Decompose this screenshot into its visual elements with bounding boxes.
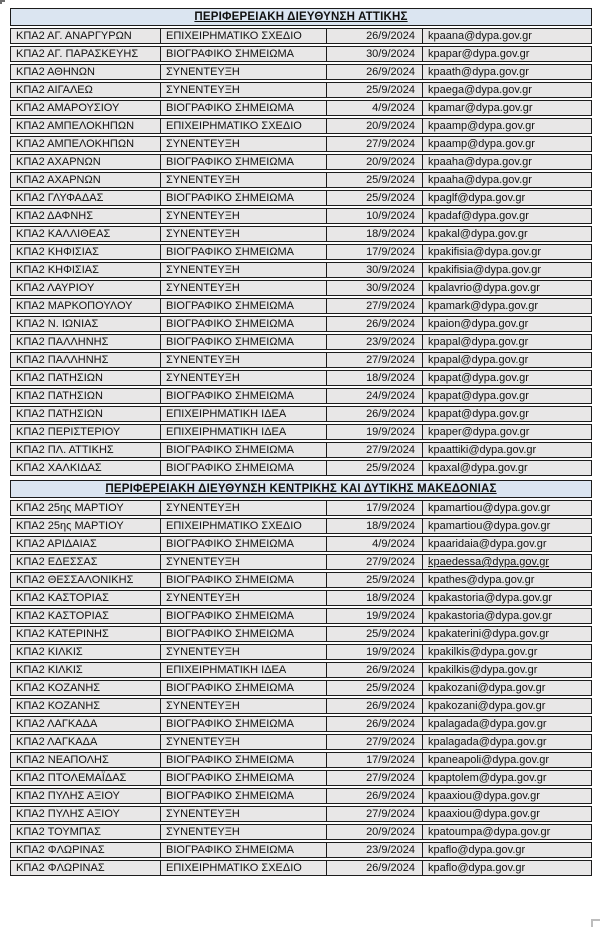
table-row bbox=[10, 280, 592, 296]
email-cell: kpakastoria@dypa.gov.gr bbox=[423, 608, 592, 624]
date-cell: 25/9/2024 bbox=[327, 626, 423, 642]
date-cell: 27/9/2024 bbox=[327, 770, 423, 786]
table-row bbox=[10, 536, 592, 552]
activity-type-cell: ΒΙΟΓΡΑΦΙΚΟ ΣΗΜΕΙΩΜΑ bbox=[161, 842, 327, 858]
office-cell: ΚΠΑ2 ΜΑΡΚΟΠΟΥΛΟΥ bbox=[10, 298, 161, 314]
activity-type-cell: ΒΙΟΓΡΑΦΙΚΟ ΣΗΜΕΙΩΜΑ bbox=[161, 334, 327, 350]
date-cell: 27/9/2024 bbox=[327, 352, 423, 368]
table-row bbox=[10, 370, 592, 386]
date-cell: 26/9/2024 bbox=[327, 406, 423, 422]
office-cell: ΚΠΑ2 ΝΕΑΠΟΛΗΣ bbox=[10, 752, 161, 768]
office-cell: ΚΠΑ2 ΦΛΩΡΙΝΑΣ bbox=[10, 860, 161, 876]
table-row bbox=[10, 136, 592, 152]
email-cell: kpakifisia@dypa.gov.gr bbox=[423, 262, 592, 278]
email-cell: kpaaha@dypa.gov.gr bbox=[423, 154, 592, 170]
activity-type-cell: ΕΠΙΧΕΙΡΗΜΑΤΙΚΟ ΣΧΕΔΙΟ bbox=[161, 118, 327, 134]
table-row bbox=[10, 82, 592, 98]
date-cell: 19/9/2024 bbox=[327, 644, 423, 660]
activity-type-cell: ΣΥΝΕΝΤΕΥΞΗ bbox=[161, 554, 327, 570]
activity-type-cell: ΒΙΟΓΡΑΦΙΚΟ ΣΗΜΕΙΩΜΑ bbox=[161, 536, 327, 552]
date-cell: 25/9/2024 bbox=[327, 82, 423, 98]
date-cell: 23/9/2024 bbox=[327, 842, 423, 858]
activity-type-cell: ΕΠΙΧΕΙΡΗΜΑΤΙΚΟ ΣΧΕΔΙΟ bbox=[161, 518, 327, 534]
schedule-tables bbox=[10, 6, 592, 878]
office-cell: ΚΠΑ2 ΚΗΦΙΣΙΑΣ bbox=[10, 244, 161, 260]
table-row bbox=[10, 716, 592, 732]
date-cell: 26/9/2024 bbox=[327, 316, 423, 332]
email-cell: kpaaha@dypa.gov.gr bbox=[423, 172, 592, 188]
email-cell: kpaneapoli@dypa.gov.gr bbox=[423, 752, 592, 768]
email-cell: kpapal@dypa.gov.gr bbox=[423, 334, 592, 350]
date-cell: 4/9/2024 bbox=[327, 100, 423, 116]
email-cell: kpamartiou@dypa.gov.gr bbox=[423, 518, 592, 534]
activity-type-cell: ΣΥΝΕΝΤΕΥΞΗ bbox=[161, 352, 327, 368]
table-row bbox=[10, 442, 592, 458]
date-cell: 25/9/2024 bbox=[327, 460, 423, 476]
table-row bbox=[10, 572, 592, 588]
email-cell: kpaptolem@dypa.gov.gr bbox=[423, 770, 592, 786]
table-row bbox=[10, 824, 592, 840]
email-cell: kpaglf@dypa.gov.gr bbox=[423, 190, 592, 206]
table-row bbox=[10, 190, 592, 206]
email-cell: kpaper@dypa.gov.gr bbox=[423, 424, 592, 440]
activity-type-cell: ΒΙΟΓΡΑΦΙΚΟ ΣΗΜΕΙΩΜΑ bbox=[161, 100, 327, 116]
table-row bbox=[10, 334, 592, 350]
office-cell: ΚΠΑ2 ΠΑΤΗΣΙΩΝ bbox=[10, 406, 161, 422]
section-header-row bbox=[10, 8, 592, 26]
office-cell: ΚΠΑ2 ΠΑΛΛΗΝΗΣ bbox=[10, 352, 161, 368]
activity-type-cell: ΒΙΟΓΡΑΦΙΚΟ ΣΗΜΕΙΩΜΑ bbox=[161, 46, 327, 62]
date-cell: 17/9/2024 bbox=[327, 500, 423, 516]
activity-type-cell: ΣΥΝΕΝΤΕΥΞΗ bbox=[161, 806, 327, 822]
date-cell: 27/9/2024 bbox=[327, 298, 423, 314]
office-cell: ΚΠΑ2 ΑΧΑΡΝΩΝ bbox=[10, 154, 161, 170]
email-cell: kpaana@dypa.gov.gr bbox=[423, 28, 592, 44]
date-cell: 26/9/2024 bbox=[327, 788, 423, 804]
activity-type-cell: ΒΙΟΓΡΑΦΙΚΟ ΣΗΜΕΙΩΜΑ bbox=[161, 572, 327, 588]
table-row bbox=[10, 406, 592, 422]
activity-type-cell: ΣΥΝΕΝΤΕΥΞΗ bbox=[161, 590, 327, 606]
email-cell: kpakilkis@dypa.gov.gr bbox=[423, 662, 592, 678]
date-cell: 26/9/2024 bbox=[327, 662, 423, 678]
office-cell: ΚΠΑ2 ΑΘΗΝΩΝ bbox=[10, 64, 161, 80]
activity-type-cell: ΒΙΟΓΡΑΦΙΚΟ ΣΗΜΕΙΩΜΑ bbox=[161, 680, 327, 696]
office-cell: ΚΠΑ2 ΠΛ. ΑΤΤΙΚΗΣ bbox=[10, 442, 161, 458]
table-row bbox=[10, 64, 592, 80]
email-cell: kpaaxiou@dypa.gov.gr bbox=[423, 788, 592, 804]
office-cell: ΚΠΑ2 ΚΟΖΑΝΗΣ bbox=[10, 680, 161, 696]
table-row bbox=[10, 644, 592, 660]
table-row bbox=[10, 590, 592, 606]
date-cell: 20/9/2024 bbox=[327, 154, 423, 170]
date-cell: 17/9/2024 bbox=[327, 244, 423, 260]
email-cell: kpamark@dypa.gov.gr bbox=[423, 298, 592, 314]
date-cell: 25/9/2024 bbox=[327, 190, 423, 206]
office-cell: ΚΠΑ2 ΑΓ. ΑΝΑΡΓΥΡΩΝ bbox=[10, 28, 161, 44]
email-cell: kpakozani@dypa.gov.gr bbox=[423, 680, 592, 696]
table-row bbox=[10, 100, 592, 116]
table-row bbox=[10, 554, 592, 570]
office-cell: ΚΠΑ2 ΓΛΥΦΑΔΑΣ bbox=[10, 190, 161, 206]
office-cell: ΚΠΑ2 ΘΕΣΣΑΛΟΝΙΚΗΣ bbox=[10, 572, 161, 588]
email-cell: kpaflo@dypa.gov.gr bbox=[423, 842, 592, 858]
office-cell: ΚΠΑ2 ΚΑΤΕΡΙΝΗΣ bbox=[10, 626, 161, 642]
activity-type-cell: ΒΙΟΓΡΑΦΙΚΟ ΣΗΜΕΙΩΜΑ bbox=[161, 460, 327, 476]
office-cell: ΚΠΑ2 ΤΟΥΜΠΑΣ bbox=[10, 824, 161, 840]
date-cell: 18/9/2024 bbox=[327, 518, 423, 534]
table-row bbox=[10, 860, 592, 876]
activity-type-cell: ΒΙΟΓΡΑΦΙΚΟ ΣΗΜΕΙΩΜΑ bbox=[161, 298, 327, 314]
activity-type-cell: ΣΥΝΕΝΤΕΥΞΗ bbox=[161, 64, 327, 80]
section-header bbox=[10, 480, 592, 498]
office-cell: ΚΠΑ2 25ης ΜΑΡΤΙΟΥ bbox=[10, 518, 161, 534]
activity-type-cell: ΒΙΟΓΡΑΦΙΚΟ ΣΗΜΕΙΩΜΑ bbox=[161, 388, 327, 404]
table-row bbox=[10, 500, 592, 516]
table-row bbox=[10, 154, 592, 170]
activity-type-cell: ΣΥΝΕΝΤΕΥΞΗ bbox=[161, 226, 327, 242]
office-cell: ΚΠΑ2 ΑΜΑΡΟΥΣΙΟΥ bbox=[10, 100, 161, 116]
activity-type-cell: ΒΙΟΓΡΑΦΙΚΟ ΣΗΜΕΙΩΜΑ bbox=[161, 716, 327, 732]
email-cell: kpatoumpa@dypa.gov.gr bbox=[423, 824, 592, 840]
table-row bbox=[10, 172, 592, 188]
date-cell: 26/9/2024 bbox=[327, 716, 423, 732]
activity-type-cell: ΒΙΟΓΡΑΦΙΚΟ ΣΗΜΕΙΩΜΑ bbox=[161, 154, 327, 170]
activity-type-cell: ΒΙΟΓΡΑΦΙΚΟ ΣΗΜΕΙΩΜΑ bbox=[161, 788, 327, 804]
activity-type-cell: ΣΥΝΕΝΤΕΥΞΗ bbox=[161, 644, 327, 660]
directorate-table-2 bbox=[10, 478, 592, 878]
office-cell: ΚΠΑ2 25ης ΜΑΡΤΙΟΥ bbox=[10, 500, 161, 516]
email-cell: kpapar@dypa.gov.gr bbox=[423, 46, 592, 62]
table-row bbox=[10, 680, 592, 696]
office-cell: ΚΠΑ2 ΠΑΛΛΗΝΗΣ bbox=[10, 334, 161, 350]
email-cell: kpapat@dypa.gov.gr bbox=[423, 388, 592, 404]
activity-type-cell: ΒΙΟΓΡΑΦΙΚΟ ΣΗΜΕΙΩΜΑ bbox=[161, 626, 327, 642]
activity-type-cell: ΒΙΟΓΡΑΦΙΚΟ ΣΗΜΕΙΩΜΑ bbox=[161, 244, 327, 260]
email-cell: kpakozani@dypa.gov.gr bbox=[423, 698, 592, 714]
office-cell: ΚΠΑ2 ΑΡΙΔΑΙΑΣ bbox=[10, 536, 161, 552]
date-cell: 18/9/2024 bbox=[327, 590, 423, 606]
email-cell: kpapal@dypa.gov.gr bbox=[423, 352, 592, 368]
office-cell: ΚΠΑ2 ΛΑΥΡΙΟΥ bbox=[10, 280, 161, 296]
date-cell: 25/9/2024 bbox=[327, 680, 423, 696]
office-cell: ΚΠΑ2 ΑΓ. ΠΑΡΑΣΚΕΥΗΣ bbox=[10, 46, 161, 62]
date-cell: 19/9/2024 bbox=[327, 608, 423, 624]
email-cell: kpakifisia@dypa.gov.gr bbox=[423, 244, 592, 260]
office-cell: ΚΠΑ2 ΚΟΖΑΝΗΣ bbox=[10, 698, 161, 714]
table-row bbox=[10, 460, 592, 476]
office-cell: ΚΠΑ2 ΑΜΠΕΛΟΚΗΠΩΝ bbox=[10, 118, 161, 134]
activity-type-cell: ΒΙΟΓΡΑΦΙΚΟ ΣΗΜΕΙΩΜΑ bbox=[161, 190, 327, 206]
date-cell: 18/9/2024 bbox=[327, 370, 423, 386]
office-cell: ΚΠΑ2 ΠΥΛΗΣ ΑΞΙΟΥ bbox=[10, 788, 161, 804]
office-cell: ΚΠΑ2 ΦΛΩΡΙΝΑΣ bbox=[10, 842, 161, 858]
activity-type-cell: ΕΠΙΧΕΙΡΗΜΑΤΙΚΗ ΙΔΕΑ bbox=[161, 662, 327, 678]
email-cell: kpakaterini@dypa.gov.gr bbox=[423, 626, 592, 642]
email-cell: kpaaxiou@dypa.gov.gr bbox=[423, 806, 592, 822]
office-cell: ΚΠΑ2 ΠΑΤΗΣΙΩΝ bbox=[10, 388, 161, 404]
table-row bbox=[10, 698, 592, 714]
email-cell: kpadaf@dypa.gov.gr bbox=[423, 208, 592, 224]
date-cell: 27/9/2024 bbox=[327, 136, 423, 152]
office-cell: ΚΠΑ2 ΑΧΑΡΝΩΝ bbox=[10, 172, 161, 188]
email-cell: kpaega@dypa.gov.gr bbox=[423, 82, 592, 98]
date-cell: 20/9/2024 bbox=[327, 118, 423, 134]
table-row bbox=[10, 46, 592, 62]
office-cell: ΚΠΑ2 ΚΑΣΤΟΡΙΑΣ bbox=[10, 608, 161, 624]
activity-type-cell: ΒΙΟΓΡΑΦΙΚΟ ΣΗΜΕΙΩΜΑ bbox=[161, 608, 327, 624]
activity-type-cell: ΣΥΝΕΝΤΕΥΞΗ bbox=[161, 208, 327, 224]
table-row bbox=[10, 388, 592, 404]
table-row bbox=[10, 752, 592, 768]
office-cell: ΚΠΑ2 ΛΑΓΚΑΔΑ bbox=[10, 734, 161, 750]
activity-type-cell: ΣΥΝΕΝΤΕΥΞΗ bbox=[161, 82, 327, 98]
office-cell: ΚΠΑ2 ΛΑΓΚΑΔΑ bbox=[10, 716, 161, 732]
date-cell: 25/9/2024 bbox=[327, 172, 423, 188]
date-cell: 27/9/2024 bbox=[327, 442, 423, 458]
email-cell: kpapat@dypa.gov.gr bbox=[423, 370, 592, 386]
activity-type-cell: ΣΥΝΕΝΤΕΥΞΗ bbox=[161, 370, 327, 386]
activity-type-cell: ΒΙΟΓΡΑΦΙΚΟ ΣΗΜΕΙΩΜΑ bbox=[161, 316, 327, 332]
table-row bbox=[10, 788, 592, 804]
activity-type-cell: ΣΥΝΕΝΤΕΥΞΗ bbox=[161, 136, 327, 152]
activity-type-cell: ΣΥΝΕΝΤΕΥΞΗ bbox=[161, 262, 327, 278]
date-cell: 26/9/2024 bbox=[327, 28, 423, 44]
date-cell: 10/9/2024 bbox=[327, 208, 423, 224]
table-row bbox=[10, 770, 592, 786]
date-cell: 17/9/2024 bbox=[327, 752, 423, 768]
section-header-row bbox=[10, 480, 592, 498]
date-cell: 4/9/2024 bbox=[327, 536, 423, 552]
date-cell: 26/9/2024 bbox=[327, 860, 423, 876]
table-row bbox=[10, 298, 592, 314]
email-cell: kpakastoria@dypa.gov.gr bbox=[423, 590, 592, 606]
border-fragment-top-left bbox=[0, 0, 5, 4]
office-cell: ΚΠΑ2 ΚΑΛΛΙΘΕΑΣ bbox=[10, 226, 161, 242]
table-row bbox=[10, 518, 592, 534]
table-row bbox=[10, 226, 592, 242]
activity-type-cell: ΕΠΙΧΕΙΡΗΜΑΤΙΚΗ ΙΔΕΑ bbox=[161, 406, 327, 422]
table-row bbox=[10, 316, 592, 332]
table-row bbox=[10, 352, 592, 368]
table-row bbox=[10, 424, 592, 440]
date-cell: 27/9/2024 bbox=[327, 734, 423, 750]
activity-type-cell: ΕΠΙΧΕΙΡΗΜΑΤΙΚΗ ΙΔΕΑ bbox=[161, 424, 327, 440]
date-cell: 26/9/2024 bbox=[327, 698, 423, 714]
email-cell: kpamar@dypa.gov.gr bbox=[423, 100, 592, 116]
email-cell: kpaxal@dypa.gov.gr bbox=[423, 460, 592, 476]
office-cell: ΚΠΑ2 ΠΤΟΛΕΜΑΪΔΑΣ bbox=[10, 770, 161, 786]
email-cell: kpalagada@dypa.gov.gr bbox=[423, 734, 592, 750]
activity-type-cell: ΣΥΝΕΝΤΕΥΞΗ bbox=[161, 734, 327, 750]
email-cell: kpaaridaia@dypa.gov.gr bbox=[423, 536, 592, 552]
office-cell: ΚΠΑ2 ΚΙΛΚΙΣ bbox=[10, 662, 161, 678]
email-cell: kpalavrio@dypa.gov.gr bbox=[423, 280, 592, 296]
date-cell: 24/9/2024 bbox=[327, 388, 423, 404]
date-cell: 20/9/2024 bbox=[327, 824, 423, 840]
activity-type-cell: ΕΠΙΧΕΙΡΗΜΑΤΙΚΟ ΣΧΕΔΙΟ bbox=[161, 28, 327, 44]
table-row bbox=[10, 626, 592, 642]
date-cell: 25/9/2024 bbox=[327, 572, 423, 588]
email-cell: kpalagada@dypa.gov.gr bbox=[423, 716, 592, 732]
activity-type-cell: ΒΙΟΓΡΑΦΙΚΟ ΣΗΜΕΙΩΜΑ bbox=[161, 752, 327, 768]
office-cell: ΚΠΑ2 ΠΑΤΗΣΙΩΝ bbox=[10, 370, 161, 386]
email-cell: kpaamp@dypa.gov.gr bbox=[423, 118, 592, 134]
office-cell: ΚΠΑ2 ΚΑΣΤΟΡΙΑΣ bbox=[10, 590, 161, 606]
activity-type-cell: ΕΠΙΧΕΙΡΗΜΑΤΙΚΟ ΣΧΕΔΙΟ bbox=[161, 860, 327, 876]
activity-type-cell: ΒΙΟΓΡΑΦΙΚΟ ΣΗΜΕΙΩΜΑ bbox=[161, 442, 327, 458]
activity-type-cell: ΣΥΝΕΝΤΕΥΞΗ bbox=[161, 824, 327, 840]
date-cell: 27/9/2024 bbox=[327, 806, 423, 822]
section-header bbox=[10, 8, 592, 26]
table-row bbox=[10, 262, 592, 278]
office-cell: ΚΠΑ2 ΧΑΛΚΙΔΑΣ bbox=[10, 460, 161, 476]
activity-type-cell: ΣΥΝΕΝΤΕΥΞΗ bbox=[161, 698, 327, 714]
border-fragment-bottom-right bbox=[591, 919, 600, 927]
date-cell: 26/9/2024 bbox=[327, 64, 423, 80]
email-cell: kpaion@dypa.gov.gr bbox=[423, 316, 592, 332]
date-cell: 30/9/2024 bbox=[327, 262, 423, 278]
email-cell: kpaamp@dypa.gov.gr bbox=[423, 136, 592, 152]
date-cell: 23/9/2024 bbox=[327, 334, 423, 350]
table-row bbox=[10, 806, 592, 822]
table-row bbox=[10, 118, 592, 134]
email-cell: kpaath@dypa.gov.gr bbox=[423, 64, 592, 80]
date-cell: 30/9/2024 bbox=[327, 46, 423, 62]
email-cell: kpaattiki@dypa.gov.gr bbox=[423, 442, 592, 458]
table-row bbox=[10, 244, 592, 260]
office-cell: ΚΠΑ2 ΔΑΦΝΗΣ bbox=[10, 208, 161, 224]
table-row bbox=[10, 842, 592, 858]
section-title: ΠΕΡΙΦΕΡΕΙΑΚΗ ΔΙΕΥΘΥΝΣΗ ΑΤΤΙΚΗΣ bbox=[194, 11, 408, 23]
activity-type-cell: ΒΙΟΓΡΑΦΙΚΟ ΣΗΜΕΙΩΜΑ bbox=[161, 770, 327, 786]
email-cell: kpapat@dypa.gov.gr bbox=[423, 406, 592, 422]
office-cell: ΚΠΑ2 ΕΔΕΣΣΑΣ bbox=[10, 554, 161, 570]
office-cell: ΚΠΑ2 ΚΙΛΚΙΣ bbox=[10, 644, 161, 660]
email-cell: kpakal@dypa.gov.gr bbox=[423, 226, 592, 242]
office-cell: ΚΠΑ2 ΠΕΡΙΣΤΕΡΙΟΥ bbox=[10, 424, 161, 440]
table-row bbox=[10, 208, 592, 224]
date-cell: 27/9/2024 bbox=[327, 554, 423, 570]
office-cell: ΚΠΑ2 ΑΜΠΕΛΟΚΗΠΩΝ bbox=[10, 136, 161, 152]
date-cell: 19/9/2024 bbox=[327, 424, 423, 440]
date-cell: 18/9/2024 bbox=[327, 226, 423, 242]
office-cell: ΚΠΑ2 Ν. ΙΩΝΙΑΣ bbox=[10, 316, 161, 332]
email-cell: kpakilkis@dypa.gov.gr bbox=[423, 644, 592, 660]
office-cell: ΚΠΑ2 ΠΥΛΗΣ ΑΞΙΟΥ bbox=[10, 806, 161, 822]
section-title: ΠΕΡΙΦΕΡΕΙΑΚΗ ΔΙΕΥΘΥΝΣΗ ΚΕΝΤΡΙΚΗΣ ΚΑΙ ΔΥΤΙΚΗΣ ΜΑΚΕΔΟΝΙΑΣ bbox=[105, 483, 497, 495]
date-cell: 30/9/2024 bbox=[327, 280, 423, 296]
email-cell: kpathes@dypa.gov.gr bbox=[423, 572, 592, 588]
table-row bbox=[10, 662, 592, 678]
activity-type-cell: ΣΥΝΕΝΤΕΥΞΗ bbox=[161, 172, 327, 188]
activity-type-cell: ΣΥΝΕΝΤΕΥΞΗ bbox=[161, 280, 327, 296]
directorate-table-1 bbox=[10, 6, 592, 478]
table-row bbox=[10, 734, 592, 750]
office-cell: ΚΠΑ2 ΚΗΦΙΣΙΑΣ bbox=[10, 262, 161, 278]
table-row bbox=[10, 28, 592, 44]
email-cell: kpaflo@dypa.gov.gr bbox=[423, 860, 592, 876]
office-cell: ΚΠΑ2 ΑΙΓΑΛΕΩ bbox=[10, 82, 161, 98]
table-row bbox=[10, 608, 592, 624]
email-cell: kpamartiou@dypa.gov.gr bbox=[423, 500, 592, 516]
activity-type-cell: ΣΥΝΕΝΤΕΥΞΗ bbox=[161, 500, 327, 516]
email-link[interactable]: kpaedessa@dypa.gov.gr bbox=[423, 554, 592, 570]
